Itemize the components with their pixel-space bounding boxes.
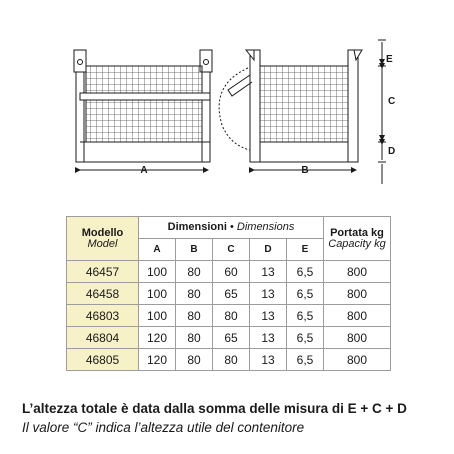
model-cell: 46805	[67, 349, 139, 371]
cell-b: 80	[176, 261, 213, 283]
cell-capacity: 800	[324, 283, 391, 305]
cell-d: 13	[250, 261, 287, 283]
total-height-note: L’altezza totale è data dalla somma delle misura di E + C + D	[22, 401, 407, 416]
model-header-label-en: Model	[87, 237, 118, 250]
model-header-label: Modello	[81, 226, 124, 239]
column-header-a: A	[139, 239, 176, 261]
model-cell: 46803	[67, 305, 139, 327]
dim-label-c: C	[388, 96, 396, 107]
dimensions-header-bullet: •	[226, 221, 237, 233]
cell-capacity: 800	[324, 327, 391, 349]
cell-b: 80	[176, 283, 213, 305]
cell-a: 100	[139, 305, 176, 327]
cell-a: 100	[139, 261, 176, 283]
column-header-b: B	[176, 239, 213, 261]
cell-capacity: 800	[324, 305, 391, 327]
cell-b: 80	[176, 327, 213, 349]
dim-label-d: D	[388, 146, 396, 157]
cell-c: 80	[213, 349, 250, 371]
cell-b: 80	[176, 349, 213, 371]
container-technical-drawing	[0, 0, 454, 200]
cell-capacity: 800	[324, 261, 391, 283]
cell-d: 13	[250, 327, 287, 349]
model-cell: 46457	[67, 261, 139, 283]
cell-c: 65	[213, 327, 250, 349]
cell-b: 80	[176, 305, 213, 327]
cell-e: 6,5	[287, 261, 324, 283]
cell-a: 120	[139, 349, 176, 371]
column-header-d: D	[250, 239, 287, 261]
dim-label-b: B	[301, 165, 309, 176]
dimensions-header-label: Dimensioni	[167, 221, 227, 233]
cell-c: 60	[213, 261, 250, 283]
table-row	[67, 283, 391, 305]
model-cell: 46458	[67, 283, 139, 305]
cell-c: 80	[213, 305, 250, 327]
model-header	[67, 217, 139, 261]
cell-d: 13	[250, 283, 287, 305]
table-header-row	[67, 217, 391, 239]
cell-e: 6,5	[287, 283, 324, 305]
cell-e: 6,5	[287, 349, 324, 371]
cell-c: 65	[213, 283, 250, 305]
dimension-vertical	[378, 40, 386, 184]
spec-table	[66, 216, 391, 371]
side-view	[219, 50, 362, 162]
column-header-e: E	[287, 239, 324, 261]
dimensions-header-label-en: Dimensions	[236, 221, 295, 233]
dim-label-e: E	[386, 54, 393, 65]
capacity-header	[324, 217, 391, 261]
cell-e: 6,5	[287, 327, 324, 349]
dim-label-a: A	[140, 165, 148, 176]
cell-d: 13	[250, 305, 287, 327]
useful-height-note: Il valore “C” indica l’altezza utile del contenitore	[22, 420, 305, 435]
table-row	[67, 305, 391, 327]
cell-e: 6,5	[287, 305, 324, 327]
capacity-header-label-en: Capacity kg	[328, 237, 386, 250]
cell-a: 100	[139, 283, 176, 305]
cell-d: 13	[250, 349, 287, 371]
column-header-c: C	[213, 239, 250, 261]
dimensions-header	[139, 217, 324, 239]
table-row	[67, 349, 391, 371]
cell-capacity: 800	[324, 349, 391, 371]
front-view	[74, 50, 212, 162]
table-row	[67, 327, 391, 349]
table-row	[67, 261, 391, 283]
capacity-header-label: Portata kg	[330, 226, 384, 239]
model-cell: 46804	[67, 327, 139, 349]
cell-a: 120	[139, 327, 176, 349]
